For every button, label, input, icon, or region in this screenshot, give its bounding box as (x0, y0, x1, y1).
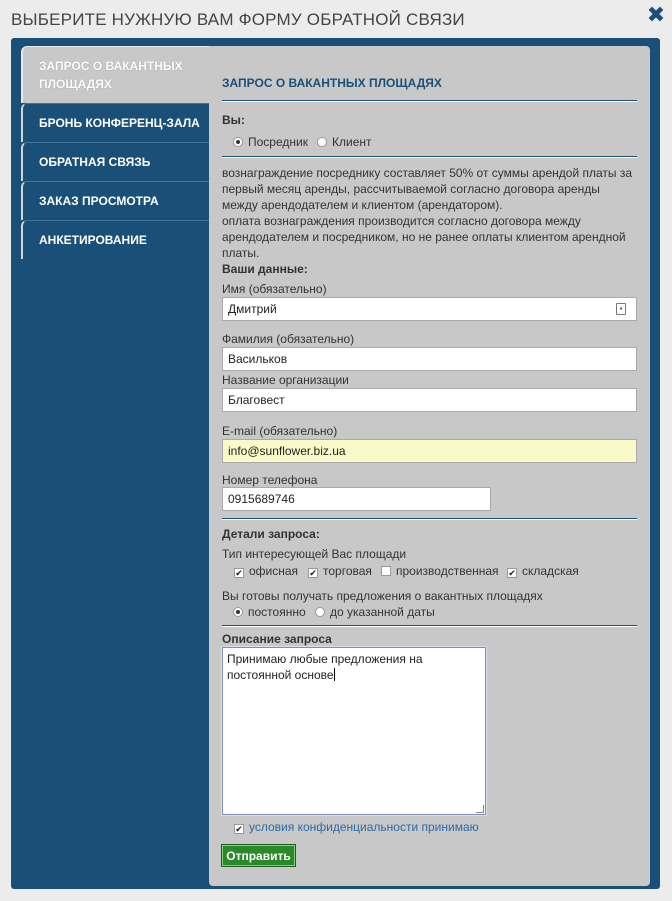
radio-label: Посредник (248, 135, 308, 149)
checkbox-label: производственная (396, 564, 499, 578)
submit-button[interactable]: Отправить (222, 845, 295, 866)
dialog-header (0, 0, 672, 38)
checkbox-box[interactable]: ✔ (508, 568, 516, 578)
tab-conference-booking[interactable] (21, 103, 211, 142)
radio-permanently[interactable] (233, 605, 306, 619)
checkbox-box[interactable]: ✔ (235, 568, 243, 578)
last-name-input[interactable]: Васильков (222, 347, 637, 371)
first-name-label: Имя (обязательно) (222, 282, 327, 296)
email-input[interactable]: info@sunflower.biz.ua (222, 439, 637, 463)
tab-feedback[interactable] (21, 142, 211, 181)
you-label: Вы: (222, 113, 245, 127)
radio-circle[interactable] (233, 607, 243, 617)
fee-note (222, 165, 638, 261)
divider (222, 625, 637, 627)
your-data-label: Ваши данные: (222, 262, 308, 276)
radio-label: постоянно (248, 605, 306, 619)
radio-intermediary[interactable] (233, 135, 308, 149)
privacy-checkbox[interactable] (234, 820, 479, 834)
radio-circle[interactable] (317, 137, 327, 147)
contact-card-icon[interactable]: ▪ (616, 303, 626, 315)
first-name-input[interactable] (222, 297, 637, 321)
tab-label: АНКЕТИРОВАНИЕ (39, 233, 147, 247)
organization-label: Название организации (222, 373, 349, 387)
tab-label: ОБРАТНАЯ СВЯЗЬ (39, 155, 151, 169)
divider (222, 100, 637, 102)
checkbox-retail[interactable] (308, 564, 372, 578)
tab-viewing-order[interactable] (21, 181, 211, 220)
divider (222, 518, 637, 520)
fee-note-2: оплата вознаграждения производится согласно договора между арендодателем и посредником, но не ранее оплаты клиентом арендной платы. (222, 214, 626, 260)
checkbox-box[interactable]: ✔ (235, 824, 243, 834)
first-name-value: Дмитрий (228, 302, 277, 316)
phone-label: Номер телефона (222, 473, 318, 487)
radio-label: Клиент (332, 135, 372, 149)
tab-list (21, 46, 211, 259)
phone-input[interactable]: 0915689746 (222, 487, 491, 511)
tab-label: БРОНЬ КОНФЕРЕНЦ-ЗАЛА (39, 116, 200, 130)
last-name-label: Фамилия (обязательно) (222, 332, 355, 346)
description-textarea[interactable] (222, 647, 486, 815)
resize-handle[interactable] (476, 805, 484, 813)
details-label: Детали запроса: (222, 527, 320, 541)
checkbox-box[interactable] (381, 566, 391, 576)
close-icon[interactable]: ✖ (646, 2, 666, 27)
divider (222, 156, 637, 158)
tab-vacant-space-request[interactable] (21, 46, 211, 103)
radio-client[interactable] (317, 135, 372, 149)
radio-label: до указанной даты (330, 605, 435, 619)
checkbox-label: складская (522, 564, 579, 578)
description-text: Принимаю любые предложения на постоянной основе (227, 652, 423, 682)
checkbox-office[interactable] (234, 564, 298, 578)
offers-label: Вы готовы получать предложения о вакантных площадях (222, 589, 543, 603)
area-type-label: Тип интересующей Вас площади (222, 547, 407, 561)
tab-label: ЗАКАЗ ПРОСМОТРА (39, 194, 159, 208)
checkbox-warehouse[interactable] (507, 564, 579, 578)
checkbox-label: офисная (249, 564, 299, 578)
tab-survey[interactable] (21, 220, 211, 259)
checkbox-industrial[interactable] (381, 564, 499, 578)
section-title: ЗАПРОС О ВАКАНТНЫХ ПЛОЩАДЯХ (222, 76, 442, 90)
organization-input[interactable]: Благовест (222, 388, 637, 412)
radio-circle[interactable] (315, 607, 325, 617)
email-label: E-mail (обязательно) (222, 424, 338, 438)
text-cursor (334, 668, 335, 681)
radio-circle[interactable] (233, 137, 243, 147)
tab-label: ЗАПРОС О ВАКАНТНЫХ ПЛОЩАДЯХ (39, 59, 183, 91)
fee-note-1: вознаграждение посреднику составляет 50% от суммы арендой платы за первый месяц аренды, рассчитываемой согласно договора аренды между арендодателем и клиентом (арендатором). (222, 166, 633, 212)
privacy-label[interactable]: условия конфиденциальности принимаю (249, 820, 479, 834)
radio-until-date[interactable] (315, 605, 435, 619)
description-label: Описание запроса (222, 632, 332, 646)
dialog-title: ВЫБЕРИТЕ НУЖНУЮ ВАМ ФОРМУ ОБРАТНОЙ СВЯЗИ (11, 10, 465, 29)
checkbox-box[interactable]: ✔ (309, 568, 317, 578)
checkbox-label: торговая (323, 564, 372, 578)
